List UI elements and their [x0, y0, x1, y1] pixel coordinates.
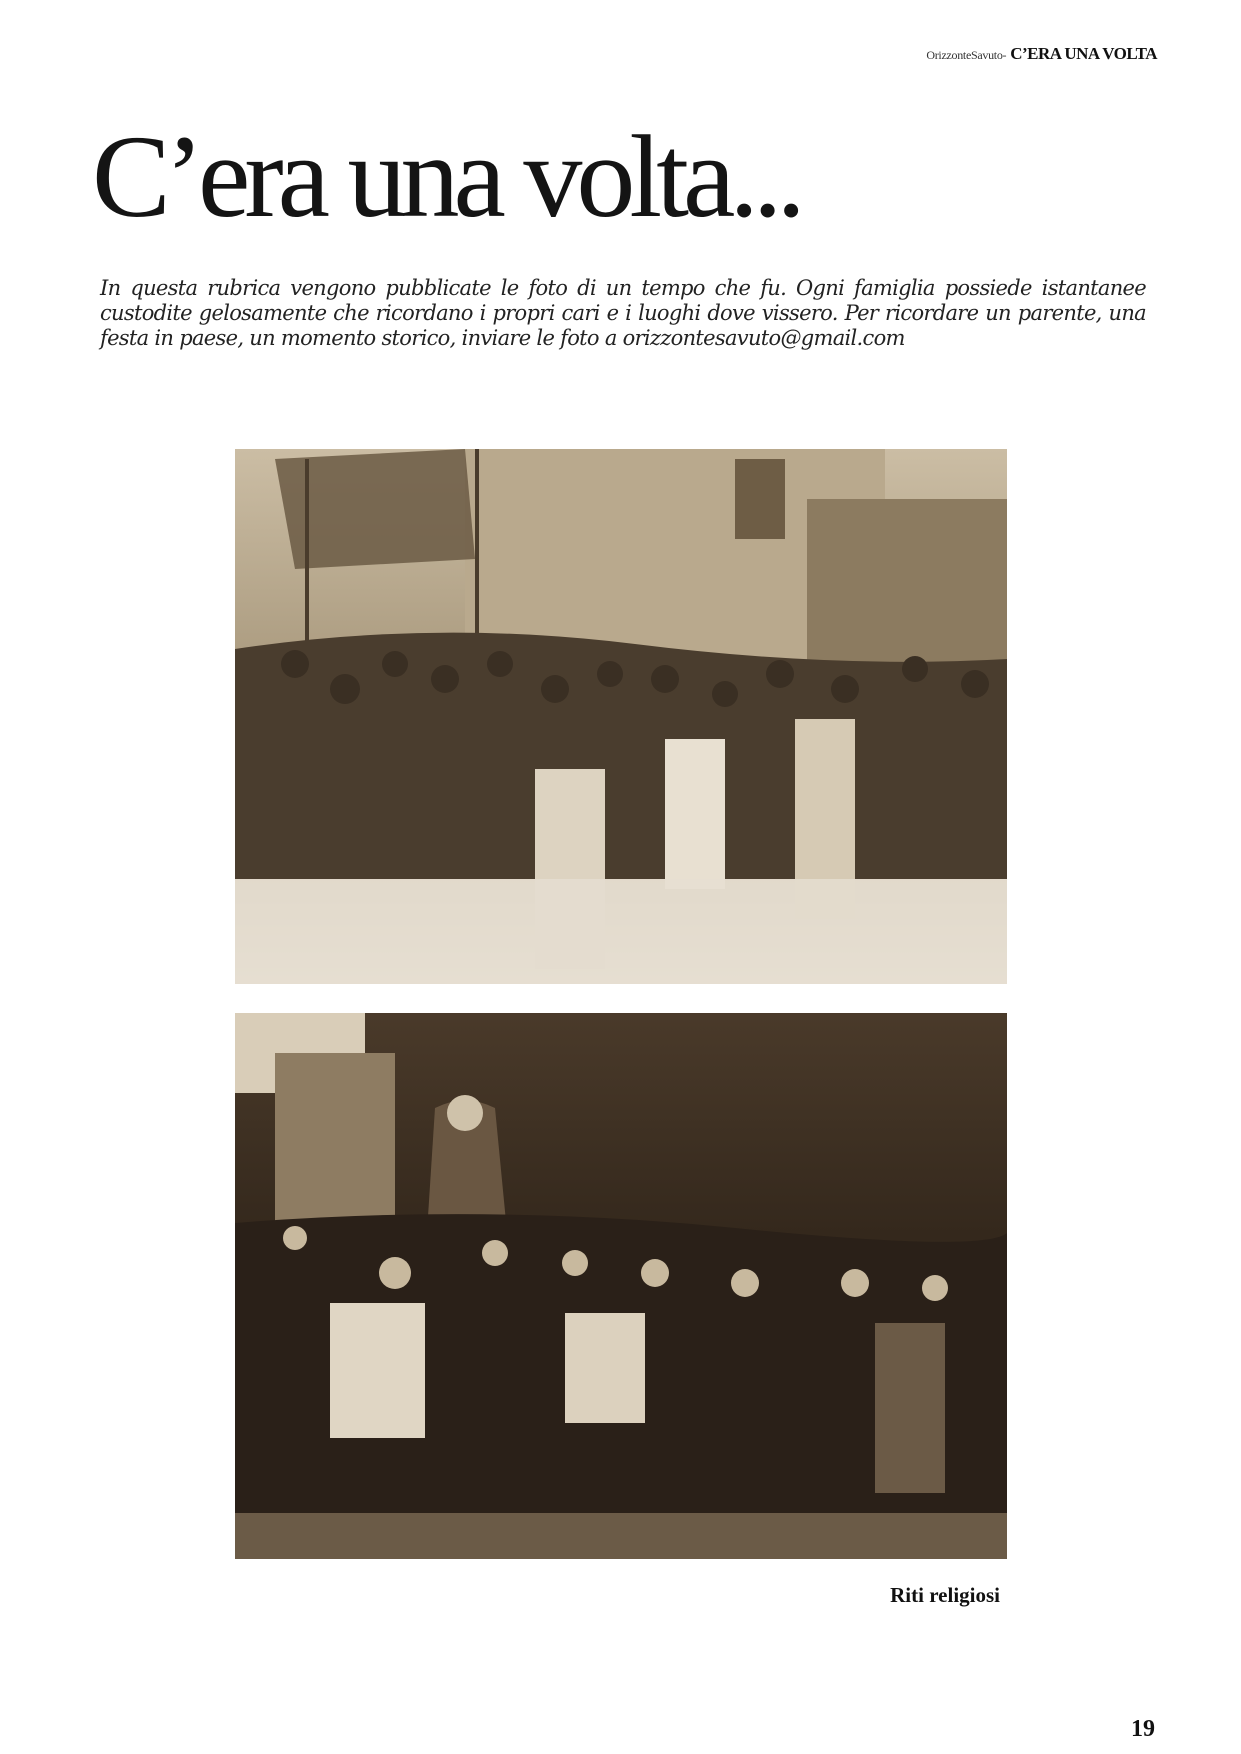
- intro-paragraph: In questa rubrica vengono pubblicate le foto di un tempo che fu. Ogni famiglia possiede istantanee custodite gelosamente che ricordano i propri cari e i luoghi dove vissero. Per ricordare un parente, una festa in paese, un momento storico, inviare le foto a orizzontesavuto@gmail.com: [100, 276, 1146, 350]
- page-title: C’era una volta...: [92, 111, 800, 242]
- procession-photo-bottom-image: [235, 1013, 1007, 1559]
- procession-photo-top-image: [235, 449, 1007, 984]
- section-name: C’ERA UNA VOLTA: [1010, 44, 1157, 63]
- procession-photo-bottom: [235, 1013, 1007, 1559]
- publication-name: OrizzonteSavuto-: [926, 48, 1007, 62]
- procession-photo-top: [235, 449, 1007, 984]
- running-header: [926, 44, 1157, 64]
- photo-caption: Riti religiosi: [890, 1583, 1000, 1607]
- page-number: 19: [1131, 1716, 1155, 1742]
